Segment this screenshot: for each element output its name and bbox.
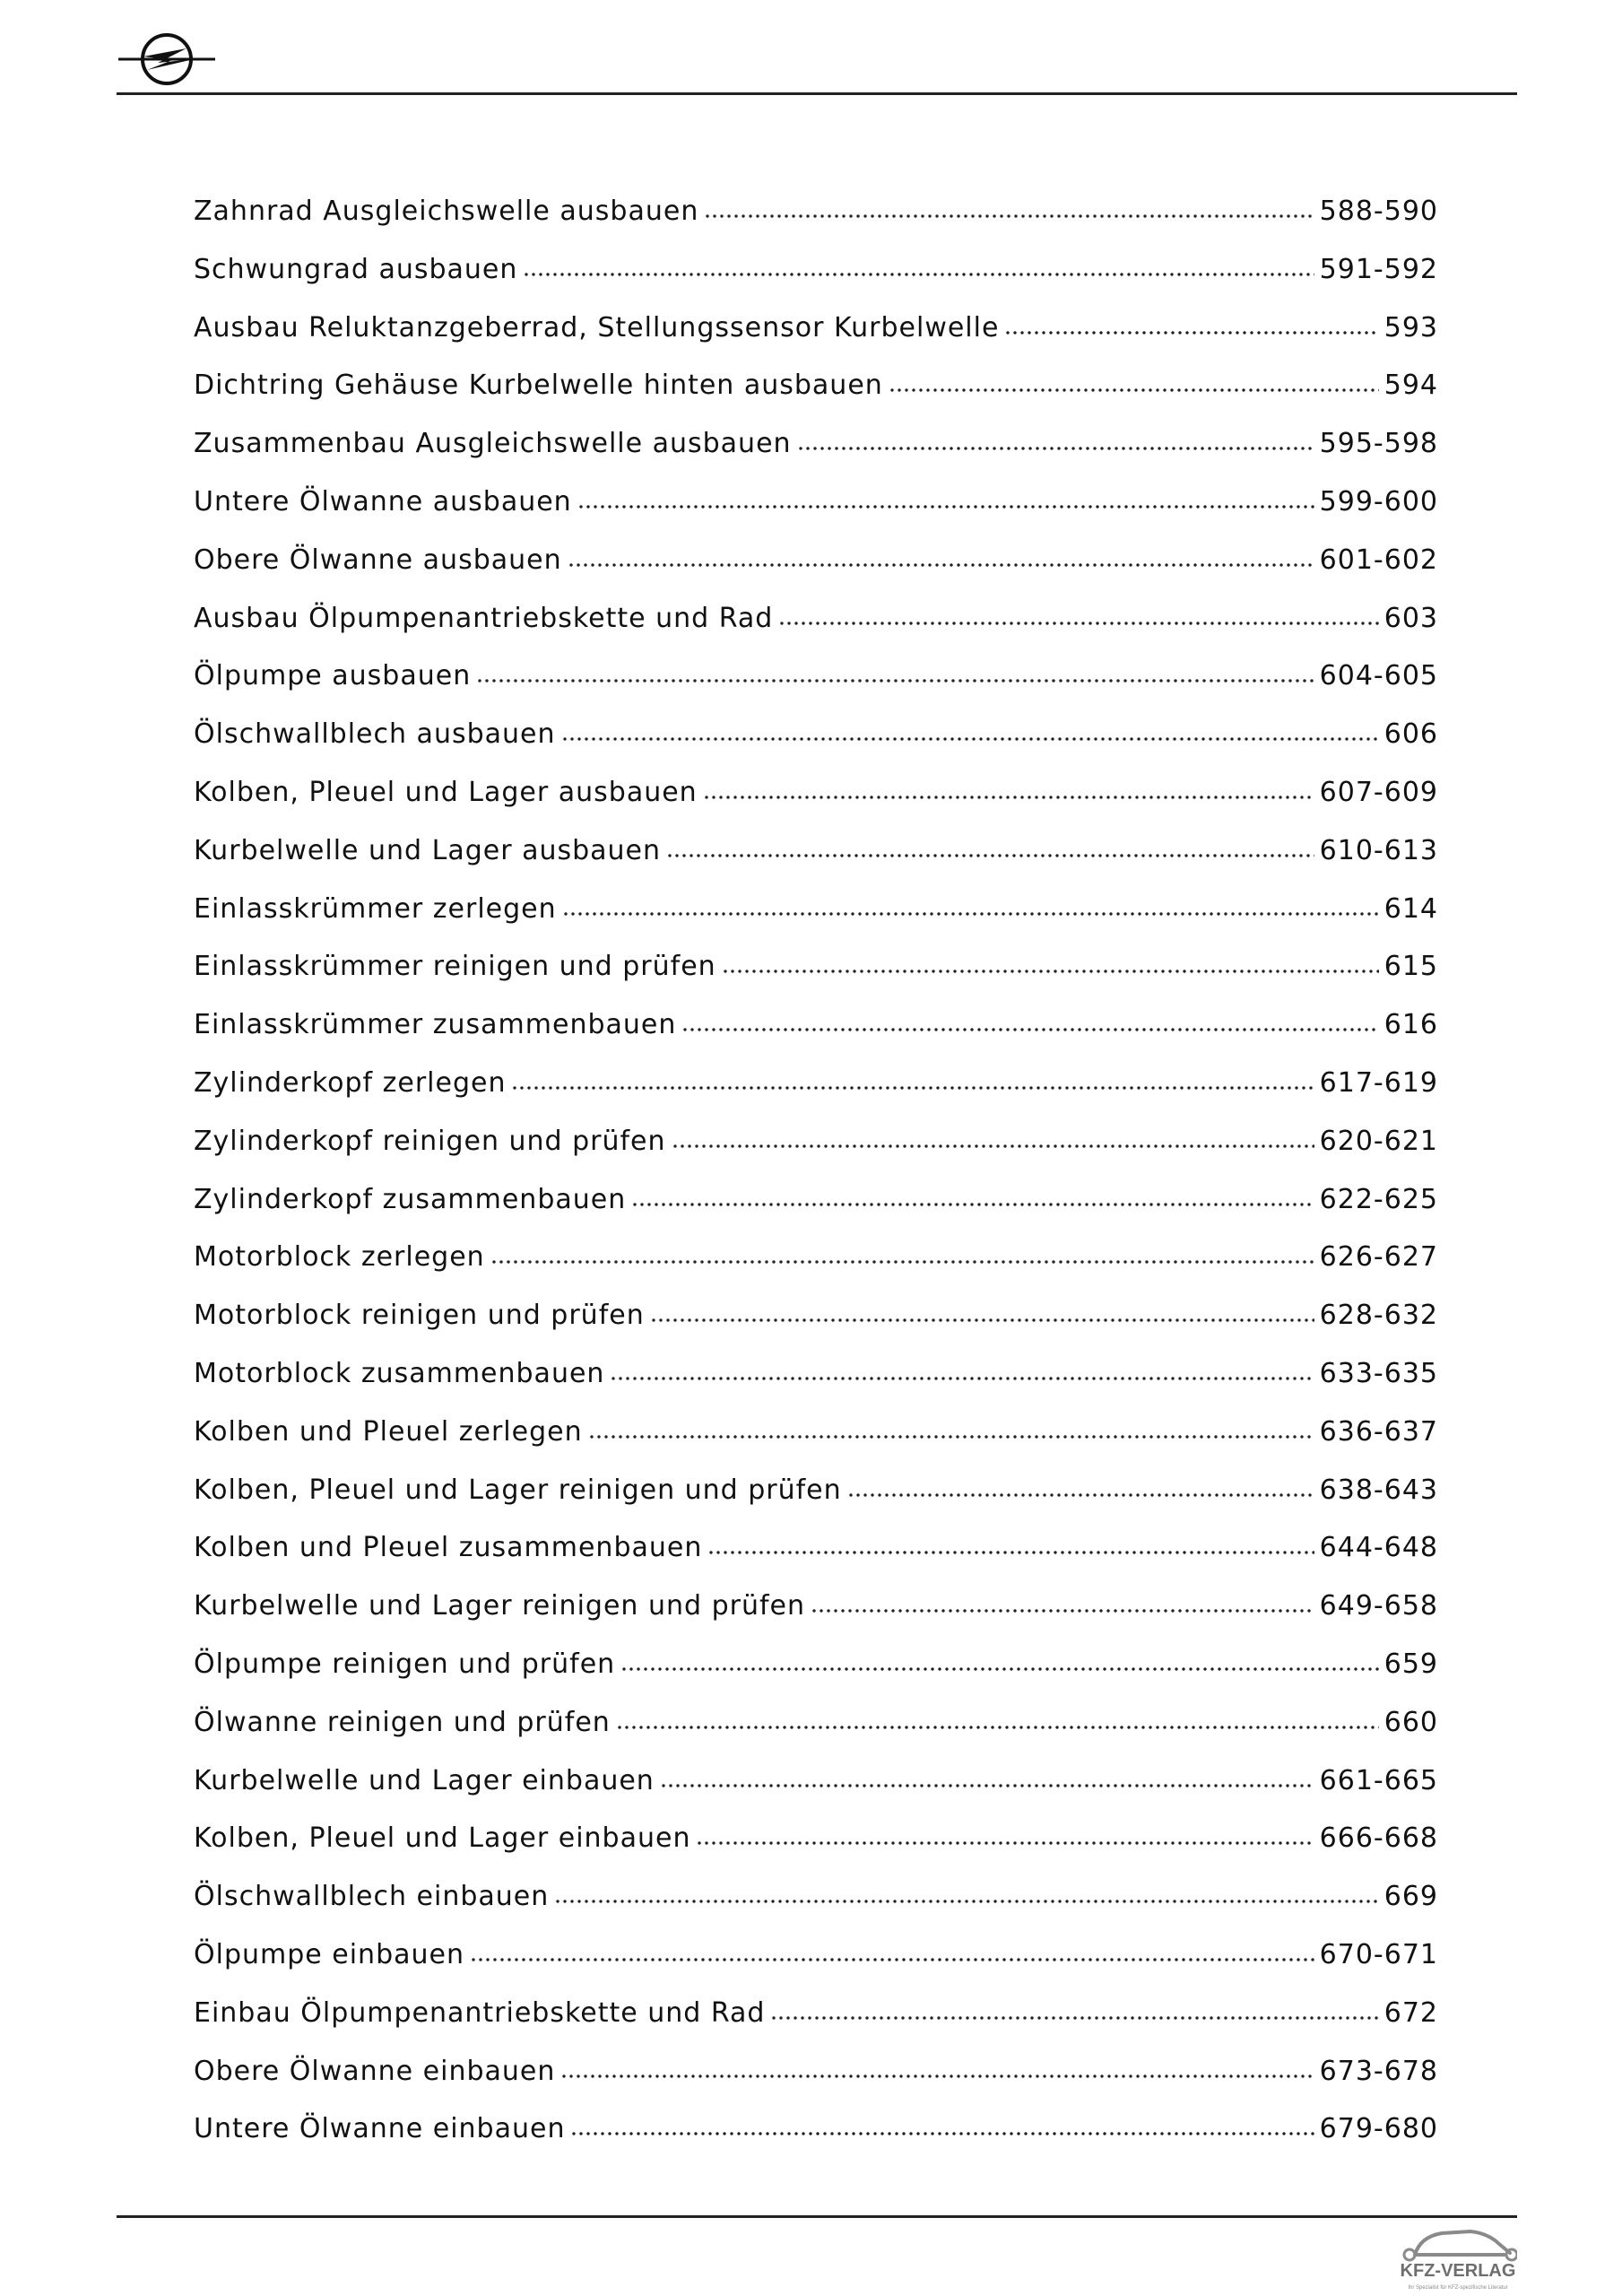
- toc-entry-pages: 649-658: [1319, 1590, 1438, 1622]
- toc-entry-pages: 603: [1383, 602, 1438, 634]
- toc-dot-leader: [476, 677, 1314, 684]
- toc-dot-leader: [631, 1201, 1314, 1208]
- toc-entry-title: Einlasskrümmer zusammenbauen: [194, 1009, 677, 1041]
- toc-entry-pages: 672: [1383, 1996, 1438, 2029]
- toc-entry: [194, 1526, 1438, 1585]
- toc-entry-pages: 599-600: [1319, 485, 1438, 517]
- toc-entry-pages: 661-665: [1319, 1764, 1438, 1796]
- toc-entry: [194, 1875, 1438, 1934]
- toc-entry: [194, 1062, 1438, 1120]
- toc-entry-title: Obere Ölwanne einbauen: [194, 2055, 556, 2087]
- publisher-logo-text: KFZ-VERLAG: [1400, 2261, 1516, 2281]
- toc-entry-pages: 606: [1383, 718, 1438, 751]
- toc-entry-pages: 614: [1383, 892, 1438, 925]
- toc-entry-pages: 633-635: [1319, 1357, 1438, 1389]
- toc-entry-title: Ölpumpe reinigen und prüfen: [194, 1648, 616, 1680]
- toc-entry-pages: 666-668: [1319, 1822, 1438, 1855]
- toc-entry-title: Zylinderkopf zerlegen: [194, 1066, 507, 1099]
- toc-entry-title: Ölpumpe ausbauen: [194, 660, 472, 692]
- toc-entry-pages: 604-605: [1319, 660, 1438, 692]
- toc-entry-title: Ölschwallblech ausbauen: [194, 718, 556, 751]
- toc-dot-leader: [811, 1607, 1314, 1614]
- toc-entry-pages: 595-598: [1319, 428, 1438, 460]
- toc-dot-leader: [681, 1026, 1378, 1033]
- toc-dot-leader: [568, 561, 1314, 569]
- toc-dot-leader: [523, 271, 1314, 278]
- toc-entry-title: Zusammenbau Ausgleichswelle ausbauen: [194, 428, 792, 460]
- toc-dot-leader: [722, 968, 1379, 975]
- toc-entry-title: Kolben, Pleuel und Lager reinigen und prüfen: [194, 1474, 842, 1506]
- toc-entry-title: Zylinderkopf reinigen und prüfen: [194, 1125, 666, 1157]
- toc-entry: [194, 1294, 1438, 1352]
- toc-entry-title: Ausbau Ölpumpenantriebskette und Rad: [194, 602, 774, 634]
- toc-entry-pages: 617-619: [1319, 1066, 1438, 1099]
- toc-entry-pages: 610-613: [1319, 834, 1438, 866]
- toc-entry-title: Kolben und Pleuel zusammenbauen: [194, 1532, 703, 1564]
- toc-entry-title: Zahnrad Ausgleichswelle ausbauen: [194, 196, 699, 227]
- toc-entry-pages: 616: [1383, 1009, 1438, 1041]
- publisher-logo: [1399, 2222, 1517, 2294]
- footer-divider: [117, 2215, 1517, 2218]
- toc-dot-leader: [570, 2130, 1314, 2137]
- toc-entry-title: Kurbelwelle und Lager ausbauen: [194, 834, 662, 866]
- toc-entry-pages: 679-680: [1319, 2113, 1438, 2145]
- toc-entry: [194, 945, 1438, 1004]
- toc-entry-pages: 601-602: [1319, 544, 1438, 576]
- toc-entry: [194, 655, 1438, 713]
- toc-entry: [194, 190, 1438, 248]
- toc-entry: [194, 1701, 1438, 1760]
- toc-entry-pages: 659: [1383, 1648, 1438, 1680]
- toc-entry: [194, 481, 1438, 539]
- toc-dot-leader: [616, 1724, 1379, 1731]
- toc-entry-title: Ölschwallblech einbauen: [194, 1881, 550, 1913]
- toc-entry: [194, 713, 1438, 771]
- toc-entry: [194, 1934, 1438, 1992]
- toc-dot-leader: [672, 1143, 1314, 1150]
- header-divider: [117, 92, 1517, 95]
- toc-entry-pages: 644-648: [1319, 1532, 1438, 1564]
- toc-entry: [194, 1643, 1438, 1701]
- toc-entry: [194, 1236, 1438, 1294]
- toc-dot-leader: [620, 1665, 1379, 1673]
- toc-dot-leader: [660, 1782, 1314, 1789]
- toc-entry: [194, 888, 1438, 946]
- toc-entry-title: Untere Ölwanne ausbauen: [194, 485, 572, 517]
- toc-entry-title: Kolben und Pleuel zerlegen: [194, 1415, 583, 1448]
- toc-entry: [194, 1992, 1438, 2050]
- toc-dot-leader: [770, 2014, 1378, 2022]
- toc-entry: [194, 1817, 1438, 1875]
- toc-entry-title: Ölpumpe einbauen: [194, 1938, 464, 1970]
- toc-dot-leader: [707, 1549, 1314, 1556]
- toc-dot-leader: [1004, 329, 1378, 336]
- toc-dot-leader: [577, 503, 1314, 510]
- toc-entry: [194, 1178, 1438, 1237]
- toc-entry-title: Einlasskrümmer reinigen und prüfen: [194, 951, 716, 983]
- toc-dot-leader: [889, 387, 1379, 394]
- toc-entry-pages: 622-625: [1319, 1183, 1438, 1215]
- toc-entry-title: Ölwanne reinigen und prüfen: [194, 1706, 611, 1738]
- toc-dot-leader: [560, 2073, 1314, 2080]
- toc-entry-pages: 626-627: [1319, 1241, 1438, 1274]
- toc-entry: [194, 364, 1438, 422]
- toc-entry-pages: 669: [1383, 1881, 1438, 1913]
- toc-entry: [194, 1469, 1438, 1527]
- toc-dot-leader: [847, 1492, 1314, 1499]
- toc-dot-leader: [610, 1375, 1314, 1382]
- toc-entry-pages: 673-678: [1319, 2055, 1438, 2087]
- toc-entry-pages: 670-671: [1319, 1938, 1438, 1970]
- toc-entry: [194, 830, 1438, 888]
- toc-entry: [194, 422, 1438, 481]
- toc-entry-pages: 591-592: [1319, 253, 1438, 285]
- toc-dot-leader: [470, 1956, 1314, 1963]
- toc-entry-title: Motorblock reinigen und prüfen: [194, 1300, 645, 1332]
- toc-entry: [194, 1760, 1438, 1818]
- toc-entry-title: Motorblock zerlegen: [194, 1241, 485, 1274]
- toc-dot-leader: [511, 1084, 1314, 1091]
- toc-dot-leader: [696, 1839, 1314, 1847]
- toc-entry-title: Kurbelwelle und Lager einbauen: [194, 1764, 655, 1796]
- toc-entry: [194, 1585, 1438, 1643]
- toc-dot-leader: [797, 445, 1314, 452]
- toc-entry: [194, 1411, 1438, 1469]
- toc-entry: [194, 771, 1438, 830]
- toc-dot-leader: [650, 1317, 1314, 1324]
- publisher-tagline: Ihr Spezialist für KFZ-spezifische Literatur: [1408, 2285, 1508, 2291]
- toc-entry-pages: 636-637: [1319, 1415, 1438, 1448]
- toc-entry-pages: 594: [1383, 370, 1438, 402]
- toc-entry: [194, 1352, 1438, 1411]
- toc-entry-pages: 628-632: [1319, 1300, 1438, 1332]
- car-wrench-icon: [1404, 2231, 1517, 2260]
- toc-dot-leader: [704, 213, 1314, 220]
- toc-entry-title: Kolben, Pleuel und Lager einbauen: [194, 1822, 691, 1855]
- toc-dot-leader: [562, 910, 1379, 918]
- toc-entry-pages: 615: [1383, 951, 1438, 983]
- toc-entry-title: Einlasskrümmer zerlegen: [194, 892, 557, 925]
- toc-entry: [194, 539, 1438, 597]
- toc-entry: [194, 1120, 1438, 1178]
- toc-entry-title: Ausbau Reluktanzgeberrad, Stellungssensor Kurbelwelle: [194, 311, 1000, 344]
- toc-entry-pages: 638-643: [1319, 1474, 1438, 1506]
- toc-dot-leader: [561, 735, 1379, 743]
- toc-entry-title: Obere Ölwanne ausbauen: [194, 544, 562, 576]
- toc-entry-title: Motorblock zusammenbauen: [194, 1357, 605, 1389]
- toc-entry-pages: 588-590: [1319, 196, 1438, 227]
- table-of-contents: [194, 190, 1438, 2166]
- toc-entry-title: Schwungrad ausbauen: [194, 253, 518, 285]
- toc-dot-leader: [588, 1433, 1314, 1440]
- toc-entry-title: Zylinderkopf zusammenbauen: [194, 1183, 627, 1215]
- toc-dot-leader: [490, 1258, 1314, 1265]
- toc-entry-pages: 620-621: [1319, 1125, 1438, 1157]
- toc-entry: [194, 307, 1438, 365]
- toc-entry: [194, 597, 1438, 656]
- toc-entry: [194, 248, 1438, 307]
- toc-entry-pages: 593: [1383, 311, 1438, 344]
- toc-entry-title: Kurbelwelle und Lager reinigen und prüfen: [194, 1590, 805, 1622]
- toc-dot-leader: [778, 620, 1378, 627]
- toc-entry-title: Kolben, Pleuel und Lager ausbauen: [194, 776, 698, 808]
- brand-logo-icon: [117, 27, 217, 91]
- toc-entry-title: Einbau Ölpumpenantriebskette und Rad: [194, 1996, 766, 2029]
- toc-dot-leader: [703, 794, 1314, 801]
- toc-dot-leader: [554, 1898, 1378, 1905]
- toc-dot-leader: [666, 852, 1314, 859]
- toc-entry-title: Dichtring Gehäuse Kurbelwelle hinten ausbauen: [194, 370, 883, 402]
- toc-entry-title: Untere Ölwanne einbauen: [194, 2113, 566, 2145]
- toc-entry: [194, 2108, 1438, 2166]
- toc-entry-pages: 607-609: [1319, 776, 1438, 808]
- toc-entry: [194, 2050, 1438, 2109]
- toc-entry: [194, 1004, 1438, 1062]
- toc-entry-pages: 660: [1383, 1706, 1438, 1738]
